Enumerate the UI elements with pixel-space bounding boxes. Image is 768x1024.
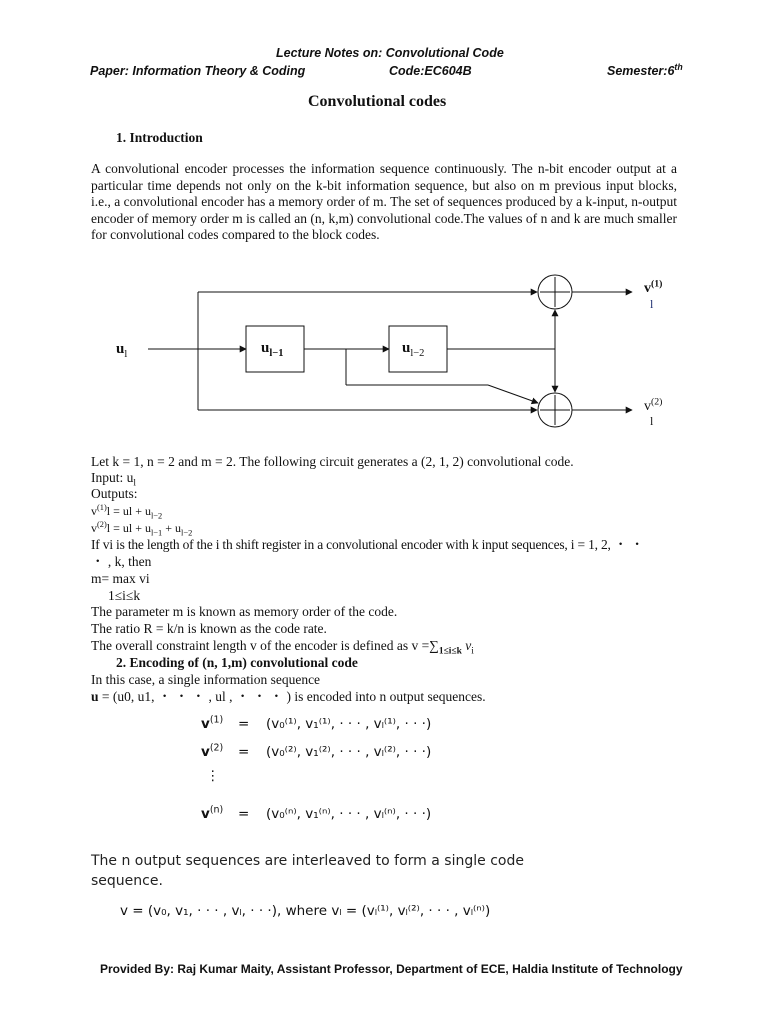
header-paper: Paper: Information Theory & Coding (90, 64, 306, 78)
input-label: $u_l$ (116, 341, 128, 360)
output1-label: $v^{(1)}$ (644, 278, 663, 296)
if-line: If vi is the length of the i th shift register in a convolutional encoder with k input sequences, i = 1, 2, ・ ・ (91, 537, 644, 552)
register2-label: $u_{l-2}$ (402, 340, 425, 359)
header-code: Code:EC604B (389, 64, 472, 78)
interleave-line1: The n output sequences are interleaved to form a single code (91, 853, 524, 869)
header-lecture-title: Lecture Notes on: Convolutional Code (276, 46, 504, 60)
register1-label: $u_{l-1}$ (261, 340, 284, 359)
eq-row2-rhs: (v₀⁽²⁾, v₁⁽²⁾, · · · , vₗ⁽²⁾, · · ·) (266, 744, 432, 760)
section2-line2: u = (u0, u1, ・ ・ ・ , ul , ・ ・ ・ ) is encoded into n output sequences. (91, 689, 486, 704)
eq-row1-rhs: (v₀⁽¹⁾, v₁⁽¹⁾, · · · , vₗ⁽¹⁾, · · ·) (266, 716, 432, 732)
ratio-line: The ratio R = k/n is known as the code rate. (91, 621, 327, 636)
reg1-tap-diagonal (488, 385, 538, 403)
page-title: Convolutional codes (308, 93, 447, 110)
section2-line1: In this case, a single information sequence (91, 672, 321, 687)
v1-equation: $v^{(1)}l$ = ul + $u_{l-2}$ (91, 503, 163, 521)
semester-text: Semester:6 (607, 64, 675, 78)
eq-rown-eq: = (238, 806, 250, 822)
output1-sub: l (650, 297, 654, 311)
section2-heading: 2. Encoding of (n, 1,m) convolutional code (116, 655, 358, 670)
eq-rown-lhs: $v^{(n)}$ (201, 804, 224, 822)
eq-rown-rhs: (v₀⁽ⁿ⁾, v₁⁽ⁿ⁾, · · · , vₗ⁽ⁿ⁾, · · ·) (266, 806, 432, 822)
parameter-line: The parameter m is known as memory order of the code. (91, 604, 398, 619)
output2-label: $v^{(2)}$ (644, 396, 663, 414)
k-then-line: ・ , k, then (91, 554, 152, 569)
overall-line: The overall constraint length v of the encoder is defined as $v =\sum_{1\le i\le k}$ $v_i$ (91, 638, 474, 657)
m-max-line: m= max vi (91, 571, 150, 586)
input-line: Input: $u_l$ (91, 470, 136, 489)
v2-equation: $v^{(2)}l$ = ul + $u_{l-1} + u_{l-2}$ (91, 520, 193, 538)
eq-row1-lhs: $v^{(1)}$ (201, 714, 224, 732)
range-line: 1≤i≤k (108, 588, 141, 603)
output2-sub: l (650, 414, 654, 428)
eq-row1-eq: = (238, 716, 250, 732)
eq-vdots: ⋮ (206, 768, 220, 784)
interleave-formula: v = (v₀, v₁, · · · , vₗ, · · ·), where vₗ = (vₗ⁽¹⁾, vₗ⁽²⁾, · · · , vₗ⁽ⁿ⁾) (120, 903, 491, 919)
interleave-line2: sequence. (91, 873, 163, 889)
outputs-label: Outputs: (91, 486, 138, 501)
intro-paragraph: A convolutional encoder processes the information sequence continuously. The n-bit encoder output at a particular time depends not only on the k-bit information sequence, but also on m previous input blocks, i.e., a convolutional encoder has a memory order of m. The set of sequences produced by a k-input, n-output encoder of memory order m is called an (n, k,m) convolutional code.The values of n and k are much smaller for convolutional codes compared to the block codes. (91, 161, 677, 243)
eq-row2-eq: = (238, 744, 250, 760)
let-line: Let k = 1, n = 2 and m = 2. The following circuit generates a (2, 1, 2) convolutional code. (91, 454, 574, 469)
semester-sup: th (674, 61, 683, 72)
eq-row2-lhs: $v^{(2)}$ (201, 742, 224, 760)
section1-heading: 1. Introduction (116, 130, 203, 145)
page-footer: Provided By: Raj Kumar Maity, Assistant Professor, Department of ECE, Haldia Institute of Technology (100, 962, 683, 976)
